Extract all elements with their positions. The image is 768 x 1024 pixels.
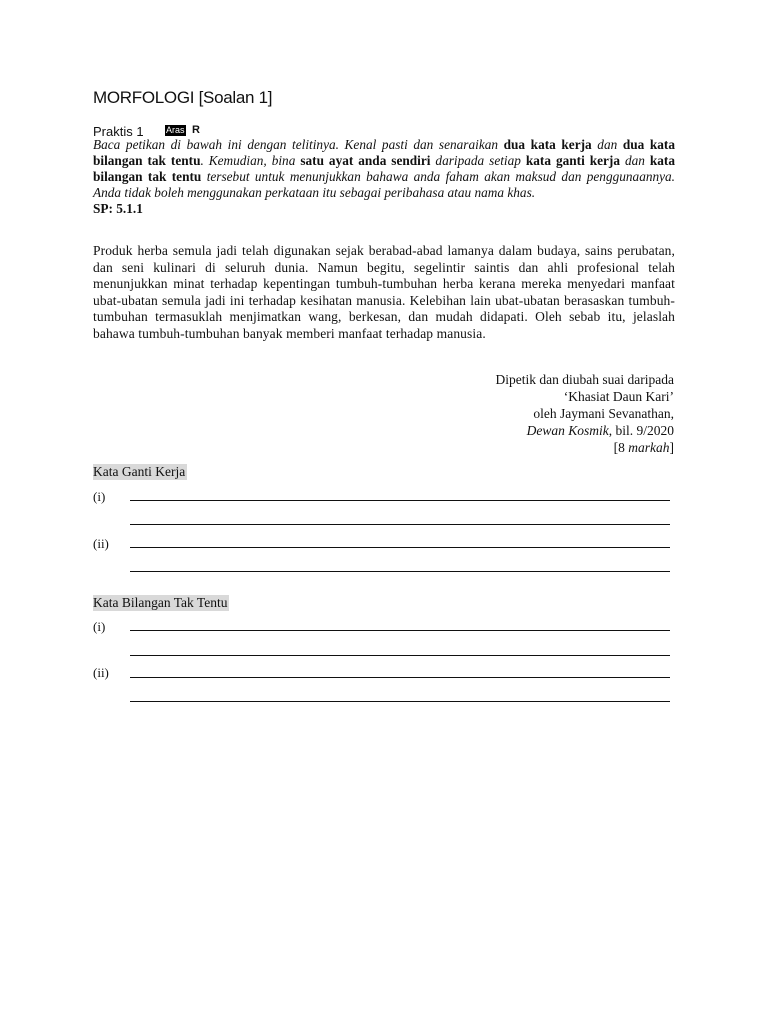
instruction-text — [93, 137, 675, 201]
aras-badge: Aras — [166, 125, 185, 135]
item-number: (ii) — [93, 665, 109, 680]
answer-line[interactable] — [130, 677, 670, 678]
answer-line[interactable] — [130, 500, 670, 501]
answer-line[interactable] — [130, 701, 670, 702]
item-number: (i) — [93, 489, 106, 504]
marks-word: markah — [628, 440, 670, 455]
item-number: (i) — [93, 619, 106, 634]
item-number: (ii) — [93, 536, 109, 551]
source-line: oleh Jaymani Sevanathan, — [533, 406, 674, 421]
instruction-part: tersebut untuk menunjukkan bahawa anda faham akan maksud dan penggunaannya. Anda tidak boleh menggunakan perkataan itu sebagai peribahasa atau nama khas. — [93, 169, 676, 200]
instruction-part: dan — [620, 153, 650, 168]
source-line: ‘Khasiat Daun Kari’ — [563, 389, 674, 404]
instruction-bold: kata ganti kerja — [525, 153, 621, 168]
aras-level: R — [192, 124, 200, 136]
marks-label — [374, 439, 674, 456]
source-citation — [374, 371, 674, 456]
publication-name: Dewan Kosmik — [526, 423, 609, 438]
passage-text: Produk herba semula jadi telah digunakan sejak berabad-abad lamanya dalam budaya, sains perubatan, dan seni kulinari di seluruh dunia. Namun begitu, segelintir saintis dan ahli profesional telah menunjukkan minat terhadap kepentingan tumbuh-tumbuhan herba kerana mereka menyedari manfaat ubat-ubatan semula jadi ini terhadap kesihatan manusia. Kelebihan lain ubat-ubatan berasaskan tumbuh-tumbuhan termasuklah menjimatkan wang, berkesan, dan mudah didapati. Oleh sebab itu, jelaslah bahawa tumbuh-tumbuhan banyak memberi manfaat terhadap manusia. — [93, 243, 675, 341]
answer-line[interactable] — [130, 655, 670, 656]
instruction-bold: kata bilangan tak tentu — [93, 153, 676, 184]
answer-line[interactable] — [130, 524, 670, 525]
source-publication-line — [374, 422, 674, 439]
instruction-bold: dua kata kerja — [503, 137, 592, 152]
section-heading-kata-bilangan-tak-tentu: Kata Bilangan Tak Tentu — [93, 595, 228, 610]
source-line: Dipetik dan diubah suai daripada — [495, 372, 674, 387]
instruction-bold: satu ayat anda sendiri — [300, 153, 431, 168]
page-title: MORFOLOGI [Soalan 1] — [93, 88, 273, 107]
instruction-part: dan — [591, 137, 623, 152]
marks-close: ] — [669, 440, 674, 455]
marks-open: [8 — [613, 440, 629, 455]
instruction-part: . Kemudian, bina — [200, 153, 301, 168]
answer-line[interactable] — [130, 547, 670, 548]
instruction-bold: dua kata bilangan tak tentu — [93, 137, 676, 168]
standard-pembelajaran: SP: 5.1.1 — [93, 201, 143, 216]
answer-line[interactable] — [130, 630, 670, 631]
instruction-part: daripada setiap — [430, 153, 526, 168]
praktis-label: Praktis 1 — [93, 124, 144, 139]
publication-issue: , bil. 9/2020 — [608, 423, 674, 438]
answer-line[interactable] — [130, 571, 670, 572]
instruction-part: Baca petikan di bawah ini dengan telitinya. Kenal pasti dan senaraikan — [93, 137, 504, 152]
section-heading-kata-ganti-kerja: Kata Ganti Kerja — [93, 464, 186, 479]
